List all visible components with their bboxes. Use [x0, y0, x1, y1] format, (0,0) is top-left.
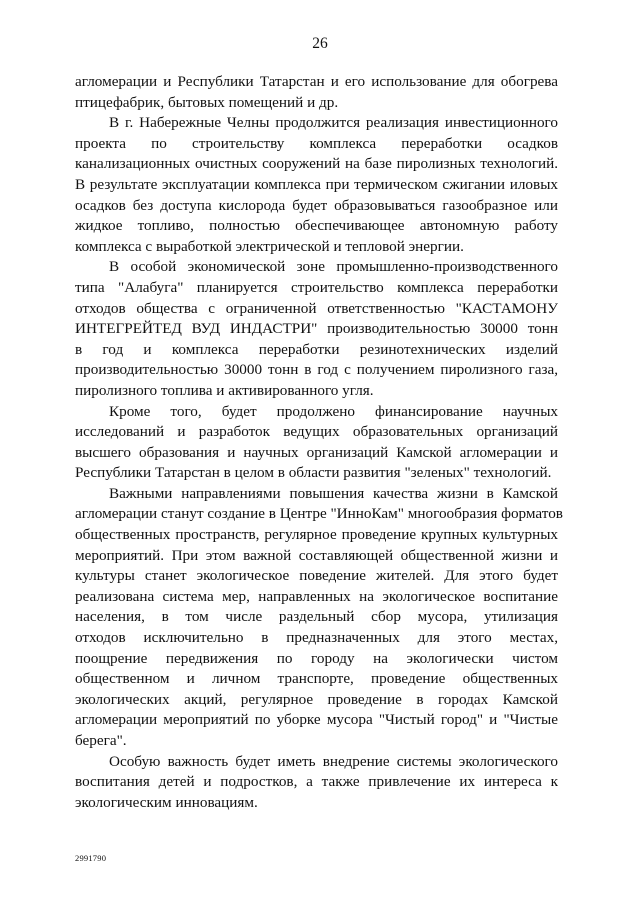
text-line: Республики Татарстан в целом в области развития "зеленых" технологий. [75, 464, 552, 482]
text-line: агломерации станут создание в Центре "ИнноКам" многообразия форматов [75, 505, 563, 523]
text-line: комплекса с выработкой электрической и тепловой энергии. [75, 237, 464, 255]
text-line: культуры станет экологическое поведение жителей. Для этого будет [75, 567, 558, 585]
text-line: птицефабрик, бытовых помещений и др. [75, 93, 339, 111]
text-line: В результате эксплуатации комплекса при термическом сжигании иловых [75, 175, 558, 193]
document-code: 2991790 [75, 853, 107, 863]
text-line: экологическим инновациям. [75, 793, 258, 811]
text-line: В особой экономической зоне промышленно-производственного [109, 258, 558, 276]
text-line: В г. Набережные Челны продолжится реализация инвестиционного [109, 114, 558, 132]
text-line: ИНТЕГРЕЙТЕД ВУД ИНДАСТРИ" производительностью 30000 тонн [75, 320, 558, 338]
text-line: воспитания детей и подростков, а также привлечение их интереса к [75, 773, 558, 791]
text-line: населения, в том числе раздельный сбор мусора, утилизация [75, 608, 558, 626]
document-body [75, 72, 563, 813]
text-line: общественном и личном транспорте, проведение общественных [75, 670, 558, 688]
text-line: канализационных очистных сооружений на базе пиролизных технологий. [75, 155, 558, 173]
text-line: берега". [75, 732, 127, 749]
text-line: производительностью 30000 тонн в год с получением пиролизного газа, [75, 361, 558, 379]
text-line: проекта по строительству комплекса переработки осадков [75, 134, 558, 152]
text-line: экологических акций, регулярное проведение в городах Камской [75, 690, 558, 708]
text-line: исследований и разработок ведущих образовательных организаций [75, 423, 558, 441]
text-line: Важными направлениями повышения качества жизни в Камской [109, 484, 558, 502]
text-line: общественных пространств, регулярное проведение крупных культурных [75, 526, 558, 544]
text-line: в год и комплекса переработки резинотехнических изделий [75, 340, 558, 358]
text-line: реализована система мер, направленных на экологическое воспитание [75, 587, 558, 605]
page-number: 26 [312, 35, 328, 52]
text-line: поощрение передвижения по городу на экологически чистом [75, 649, 558, 667]
text-line: осадков без доступа кислорода будет образовываться газообразное или [75, 196, 558, 214]
text-line: агломерации и Республики Татарстан и его использование для обогрева [75, 73, 558, 90]
text-line: Особую важность будет иметь внедрение системы экологического [109, 752, 558, 770]
text-line: отходов общества с ограниченной ответственностью "КАСТАМОНУ [75, 299, 558, 317]
text-line: агломерации мероприятий по уборке мусора "Чистый город" и "Чистые [75, 711, 558, 729]
text-line: отходов исключительно в предназначенных для этого местах, [75, 629, 558, 647]
text-line: мероприятий. При этом важной составляющей общественной жизни и [75, 546, 558, 564]
text-line: жидкое топливо, полностью обеспечивающее автономную работу [75, 217, 558, 235]
text-line: высшего образования и научных организаций Камской агломерации и [75, 443, 558, 461]
text-line: типа "Алабуга" планируется строительство комплекса переработки [75, 278, 558, 296]
text-line: Кроме того, будет продолжено финансирование научных [109, 402, 558, 420]
text-line: пиролизного топлива и активированного угля. [75, 381, 374, 399]
